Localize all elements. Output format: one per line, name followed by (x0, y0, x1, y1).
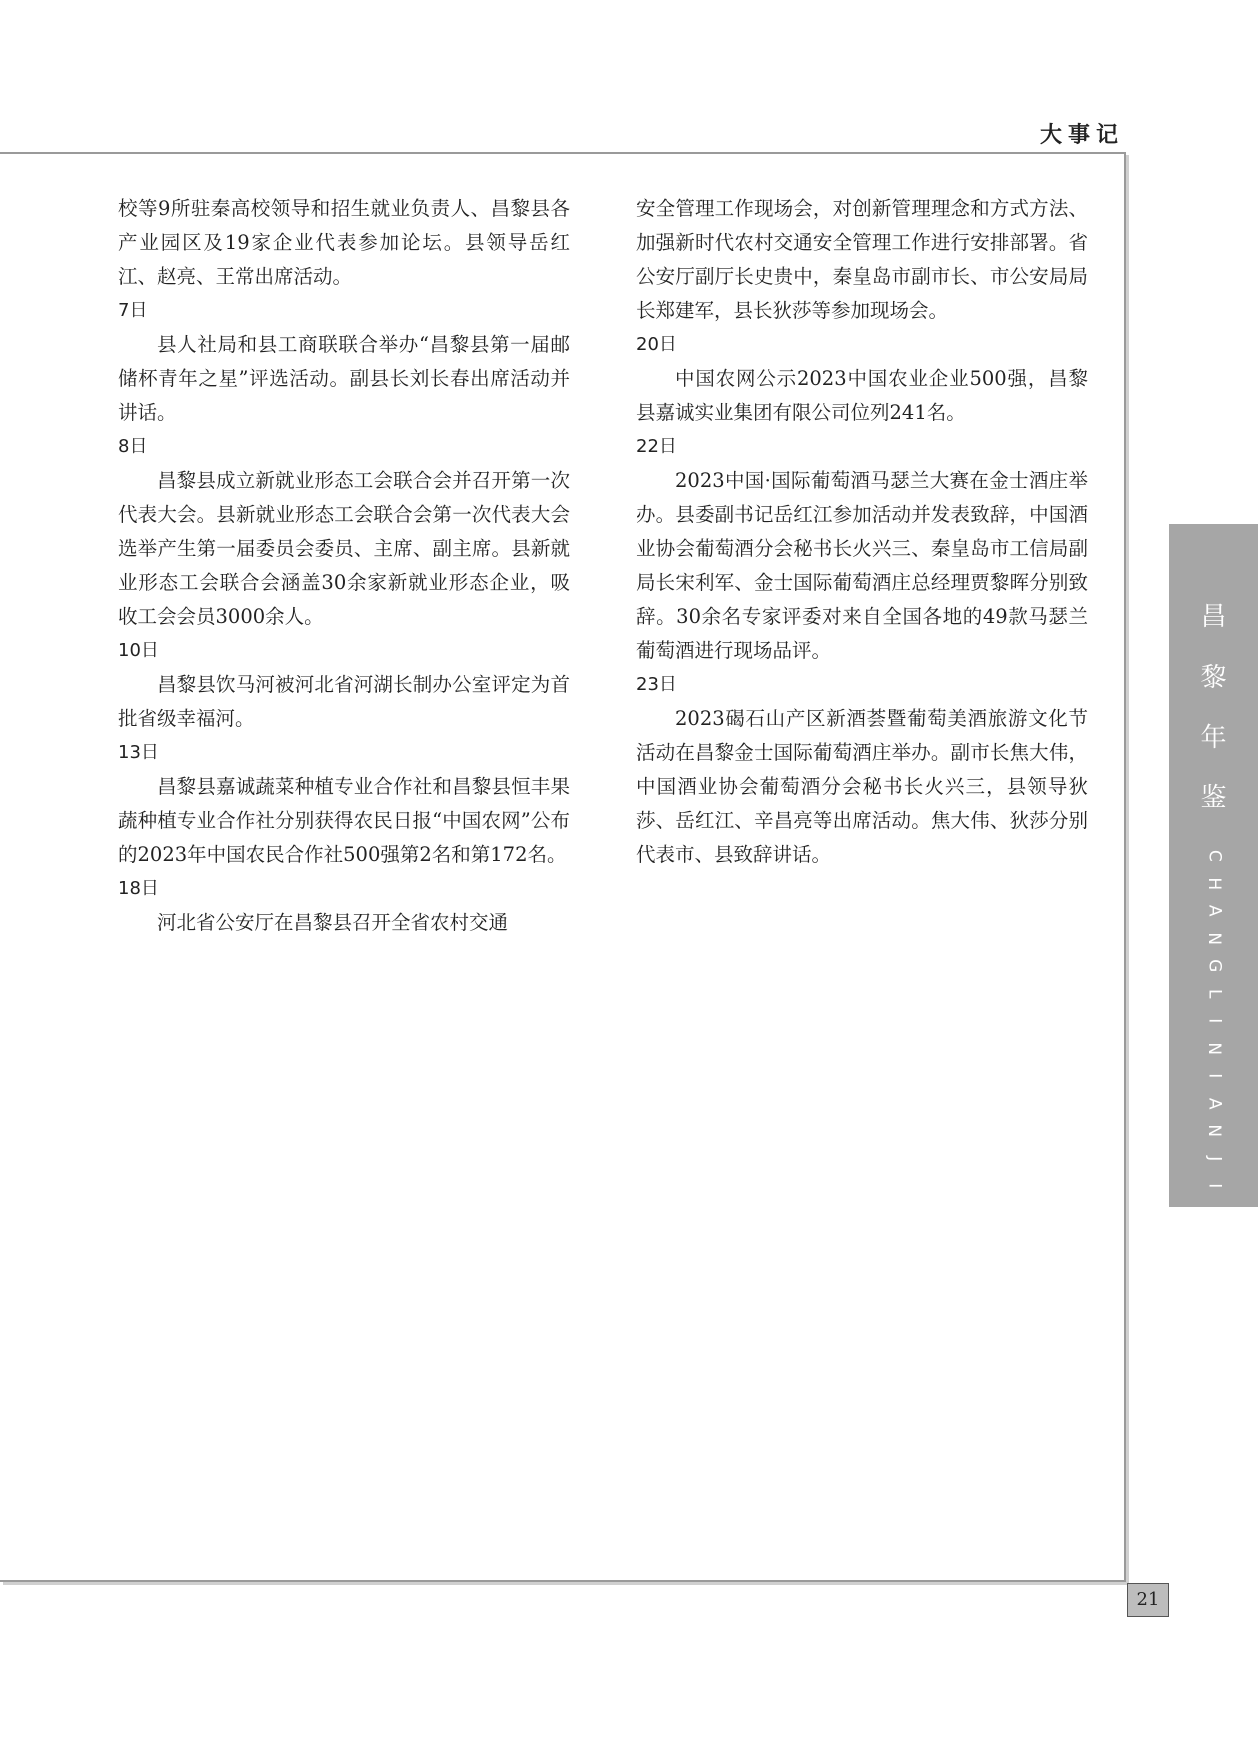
side-title-char: 黎 (1200, 663, 1227, 693)
side-title-letter: A (1204, 904, 1225, 917)
side-title-letter: J (1204, 1155, 1225, 1161)
side-title-letter: I (1204, 1073, 1225, 1079)
side-title-letter: I (1204, 1183, 1225, 1189)
paragraph: 安全管理工作现场会，对创新管理理念和方式方法、加强新时代农村交通安全管理工作进行安排部署。省公安厅副厅长史贵中，秦皇岛市副市长、市公安局局长郑建军，县长狄莎等参加现场会。 (636, 197, 1088, 322)
side-title-letter: C (1204, 849, 1225, 862)
paragraph: 中国农网公示2023中国农业企业500强，昌黎县嘉诚实业集团有限公司位列241名。 (636, 367, 1088, 424)
date-heading: 18日 (118, 878, 159, 899)
left-column (118, 192, 570, 940)
date-heading: 20日 (636, 334, 677, 355)
paragraph: 河北省公安厅在昌黎县召开全省农村交通 (157, 911, 509, 934)
side-title-char: 昌 (1200, 602, 1227, 632)
side-title-letter: N (1204, 1124, 1225, 1138)
side-title-letter: L (1204, 988, 1225, 998)
side-title-letter: N (1204, 931, 1225, 945)
paragraph: 昌黎县饮马河被河北省河湖长制办公室评定为首批省级幸福河。 (118, 673, 570, 730)
page-number: 21 (1127, 1583, 1169, 1617)
side-title-char: 年 (1200, 723, 1227, 753)
paragraph: 2023中国·国际葡萄酒马瑟兰大赛在金士酒庄举办。县委副书记岳红江参加活动并发表致辞，中国酒业协会葡萄酒分会秘书长火兴三、秦皇岛市工信局副局长宋利军、金士国际葡萄酒庄总经理贾黎晖分别致辞。30余名专家评委对来自全国各地的49款马瑟兰葡萄酒进行现场品评。 (636, 469, 1088, 662)
paragraph: 昌黎县成立新就业形态工会联合会并召开第一次代表大会。县新就业形态工会联合会第一次代表大会选举产生第一届委员会委员、主席、副主席。县新就业形态工会联合会涵盖30余家新就业形态企业，吸收工会会员3000余人。 (118, 469, 570, 628)
side-title-letter: A (1204, 1097, 1225, 1110)
side-title-letter: A (1204, 1207, 1225, 1220)
side-title-letter: I (1204, 1018, 1225, 1024)
side-title-pinyin (1169, 842, 1258, 1255)
date-heading: 13日 (118, 742, 159, 763)
paragraph: 县人社局和县工商联联合举办“昌黎县第一届邮储杯青年之星”评选活动。副县长刘长春出席活动并讲话。 (118, 333, 570, 424)
side-title-letter: G (1204, 959, 1225, 973)
paragraph: 2023碣石山产区新酒荟暨葡萄美酒旅游文化节活动在昌黎金士国际葡萄酒庄举办。副市长焦大伟，中国酒业协会葡萄酒分会秘书长火兴三，县领导狄莎、岳红江、辛昌亮等出席活动。焦大伟、狄莎分别代表市、县致辞讲话。 (636, 707, 1088, 866)
date-heading: 8日 (118, 436, 148, 457)
side-title-letter: H (1204, 876, 1225, 890)
side-title-letter: N (1204, 1041, 1225, 1055)
right-column (636, 192, 1088, 872)
date-heading: 22日 (636, 436, 677, 457)
section-title: 大事记 (1040, 123, 1125, 148)
side-title-letter: N (1204, 1234, 1225, 1248)
date-heading: 7日 (118, 300, 148, 321)
paragraph: 校等9所驻秦高校领导和招生就业负责人、昌黎县各产业园区及19家企业代表参加论坛。县领导岳红江、赵亮、王常出席活动。 (118, 197, 570, 288)
date-heading: 23日 (636, 674, 677, 695)
paragraph: 昌黎县嘉诚蔬菜种植专业合作社和昌黎县恒丰果蔬种植专业合作社分别获得农民日报“中国农网”公布的2023年中国农民合作社500强第2名和第172名。 (118, 775, 570, 866)
yearbook-side-tab (1169, 524, 1258, 1248)
date-heading: 10日 (118, 640, 159, 661)
side-title-char: 鉴 (1200, 783, 1227, 813)
